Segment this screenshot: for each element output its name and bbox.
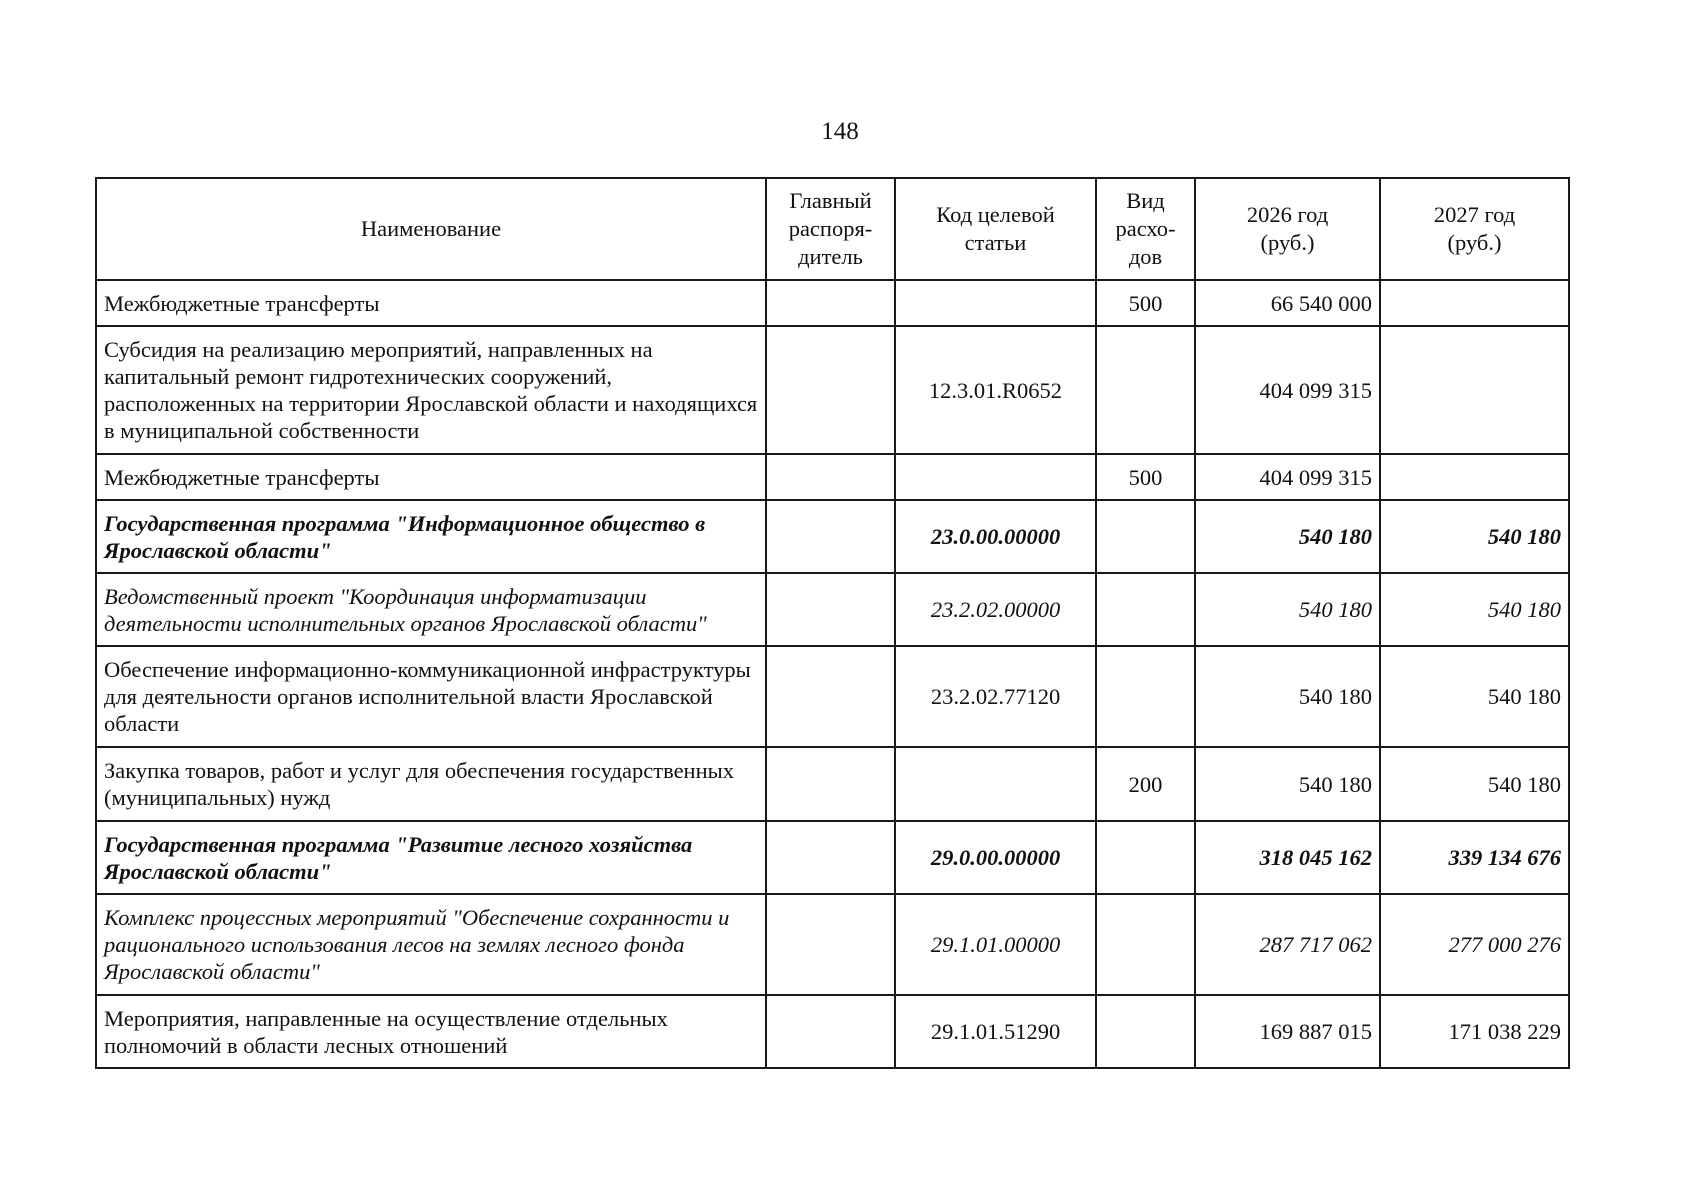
header-type-line: расхо- <box>1115 216 1176 241</box>
cell-type <box>1096 821 1195 894</box>
header-name: Наименование <box>96 178 766 280</box>
table-row <box>96 326 1569 454</box>
cell-manager <box>766 500 895 573</box>
cell-2027: 540 180 <box>1380 646 1569 747</box>
cell-manager <box>766 573 895 646</box>
table-row <box>96 995 1569 1068</box>
cell-2027: 540 180 <box>1380 500 1569 573</box>
cell-type <box>1096 995 1195 1068</box>
header-year-2027-line: 2027 год <box>1433 202 1516 227</box>
header-manager <box>766 178 895 280</box>
cell-manager <box>766 747 895 821</box>
cell-code: 23.2.02.00000 <box>895 573 1096 646</box>
cell-name: Субсидия на реализацию мероприятий, направленных на капитальный ремонт гидротехнических сооружений, расположенных на территории Ярославской области и находящихся в муниципальной собственности <box>96 326 766 454</box>
cell-manager <box>766 326 895 454</box>
cell-type: 200 <box>1096 747 1195 821</box>
cell-2027 <box>1380 326 1569 454</box>
cell-2027 <box>1380 280 1569 326</box>
cell-type <box>1096 326 1195 454</box>
cell-code: 29.1.01.00000 <box>895 894 1096 995</box>
cell-2026: 540 180 <box>1195 747 1380 821</box>
cell-code <box>895 454 1096 500</box>
header-year-2026-line: 2026 год <box>1246 202 1329 227</box>
cell-2027: 171 038 229 <box>1380 995 1569 1068</box>
cell-2027: 540 180 <box>1380 573 1569 646</box>
header-year-2027-line: (руб.) <box>1447 230 1502 255</box>
cell-code: 23.2.02.77120 <box>895 646 1096 747</box>
cell-type <box>1096 573 1195 646</box>
header-year-2027 <box>1380 178 1569 280</box>
header-type-line: дов <box>1128 244 1163 269</box>
header-year-2026-line: (руб.) <box>1260 230 1315 255</box>
cell-manager <box>766 646 895 747</box>
cell-type <box>1096 500 1195 573</box>
cell-name: Комплекс процессных мероприятий "Обеспечение сохранности и рационального использования лесов на землях лесного фонда Ярославской области" <box>96 894 766 995</box>
cell-code: 29.1.01.51290 <box>895 995 1096 1068</box>
cell-code: 12.3.01.R0652 <box>895 326 1096 454</box>
cell-2027 <box>1380 454 1569 500</box>
table-row <box>96 747 1569 821</box>
table-row <box>96 280 1569 326</box>
cell-manager <box>766 821 895 894</box>
cell-2026: 66 540 000 <box>1195 280 1380 326</box>
table-row <box>96 646 1569 747</box>
table-row <box>96 573 1569 646</box>
cell-2026: 540 180 <box>1195 573 1380 646</box>
cell-type <box>1096 646 1195 747</box>
header-code-line: Код целевой <box>936 202 1055 227</box>
cell-name: Мероприятия, направленные на осуществление отдельных полномочий в области лесных отношений <box>96 995 766 1068</box>
cell-manager <box>766 894 895 995</box>
cell-2026: 540 180 <box>1195 500 1380 573</box>
header-manager-line: дитель <box>798 244 863 269</box>
cell-type: 500 <box>1096 454 1195 500</box>
header-type <box>1096 178 1195 280</box>
header-manager-line: Главный <box>789 188 872 213</box>
cell-2026: 404 099 315 <box>1195 326 1380 454</box>
cell-manager <box>766 280 895 326</box>
cell-2026: 287 717 062 <box>1195 894 1380 995</box>
cell-2027: 540 180 <box>1380 747 1569 821</box>
cell-name: Государственная программа "Информационное общество в Ярославской области" <box>96 500 766 573</box>
cell-name: Государственная программа "Развитие лесного хозяйства Ярославской области" <box>96 821 766 894</box>
cell-code <box>895 280 1096 326</box>
table-row <box>96 894 1569 995</box>
cell-name: Закупка товаров, работ и услуг для обеспечения государственных (муниципальных) нужд <box>96 747 766 821</box>
cell-name: Обеспечение информационно-коммуникационной инфраструктуры для деятельности органов исполнительной власти Ярославской области <box>96 646 766 747</box>
cell-2026: 318 045 162 <box>1195 821 1380 894</box>
cell-code: 23.0.00.00000 <box>895 500 1096 573</box>
header-year-2026 <box>1195 178 1380 280</box>
page-number: 148 <box>821 118 859 145</box>
cell-name: Межбюджетные трансферты <box>96 280 766 326</box>
cell-name: Межбюджетные трансферты <box>96 454 766 500</box>
cell-code <box>895 747 1096 821</box>
header-type-line: Вид <box>1126 188 1165 213</box>
header-code-line: статьи <box>964 230 1027 255</box>
cell-2026: 540 180 <box>1195 646 1380 747</box>
cell-manager <box>766 995 895 1068</box>
cell-2027: 339 134 676 <box>1380 821 1569 894</box>
cell-2026: 169 887 015 <box>1195 995 1380 1068</box>
table-header-row <box>96 178 1569 280</box>
cell-2026: 404 099 315 <box>1195 454 1380 500</box>
budget-table <box>95 177 1570 1069</box>
cell-type <box>1096 894 1195 995</box>
header-manager-line: распоря- <box>788 216 873 241</box>
header-code <box>895 178 1096 280</box>
cell-type: 500 <box>1096 280 1195 326</box>
cell-manager <box>766 454 895 500</box>
table-row <box>96 454 1569 500</box>
table-row <box>96 821 1569 894</box>
table-row <box>96 500 1569 573</box>
cell-name: Ведомственный проект "Координация информатизации деятельности исполнительных органов Ярославской области" <box>96 573 766 646</box>
cell-2027: 277 000 276 <box>1380 894 1569 995</box>
cell-code: 29.0.00.00000 <box>895 821 1096 894</box>
